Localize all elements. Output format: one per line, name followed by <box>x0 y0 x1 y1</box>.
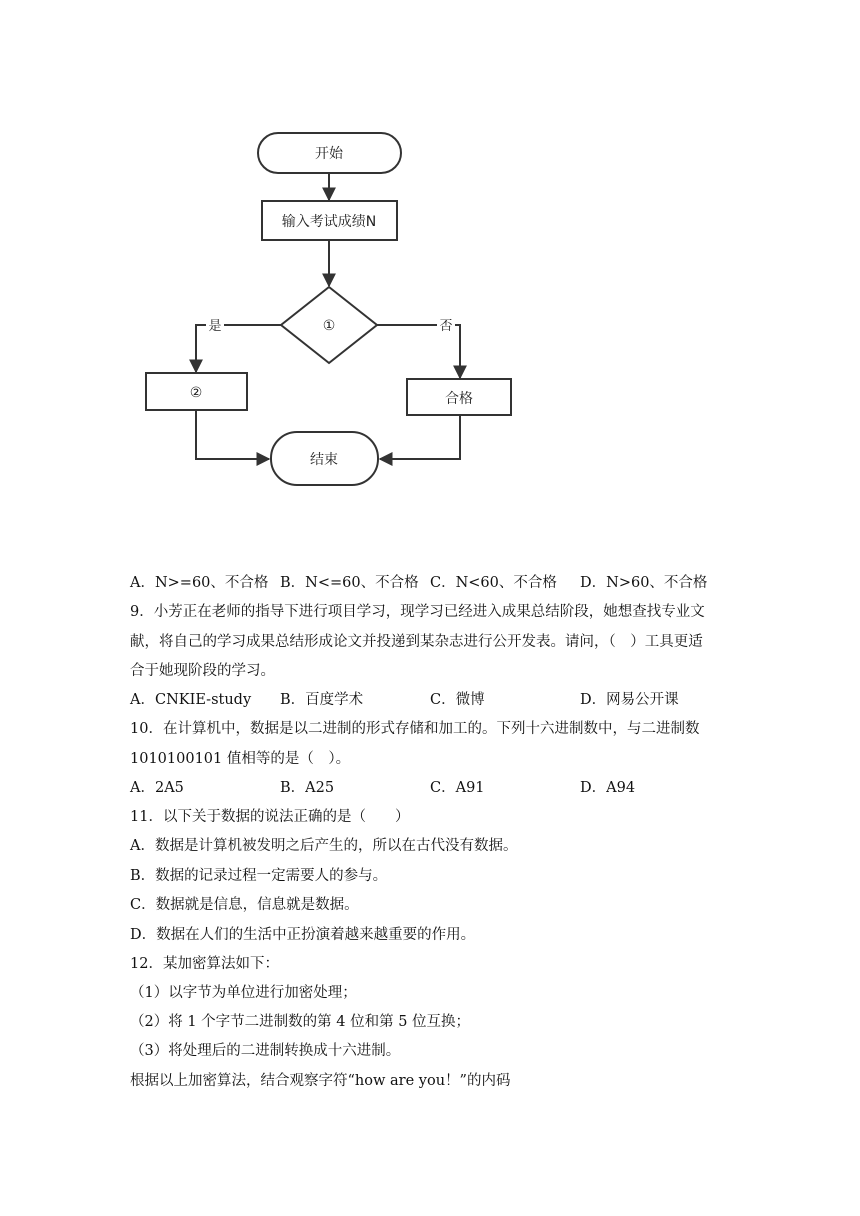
q9-stem-line-3: 合于她现阶段的学习。 <box>130 663 275 679</box>
arrow-yes-to-end <box>196 410 269 459</box>
start-label: 开始 <box>315 146 343 162</box>
q10-option-d[interactable]: D．A94 <box>580 780 636 796</box>
q11-option-a[interactable]: A．数据是计算机被发明之后产生的，所以在古代没有数据。 <box>130 838 518 854</box>
q10-stem-line-1: 10．在计算机中，数据是以二进制的形式存储和加工的。下列十六进制数中，与二进制数 <box>130 721 700 737</box>
q10-option-b[interactable]: B．A25 <box>280 780 335 796</box>
q9-stem-line-1: 9．小芳正在老师的指导下进行项目学习，现学习已经进入成果总结阶段，她想查找专业文 <box>130 604 705 620</box>
q12-stem: 12．某加密算法如下： <box>130 956 279 972</box>
q8-option-b[interactable]: B．N<=60、不合格 <box>280 575 419 591</box>
q8-option-d[interactable]: D．N>60、不合格 <box>580 575 708 591</box>
input-label: 输入考试成绩N <box>281 214 377 230</box>
no-box-label: 合格 <box>445 391 473 407</box>
q10-option-c[interactable]: C．A91 <box>430 780 485 796</box>
yes-box-label: ② <box>189 385 203 401</box>
q12-step-3: （3）将处理后的二进制转换成十六进制。 <box>130 1043 401 1059</box>
q8-option-c[interactable]: C．N<60、不合格 <box>430 575 557 591</box>
q9-option-d[interactable]: D．网易公开课 <box>580 692 679 708</box>
q11-option-d[interactable]: D．数据在人们的生活中正扮演着越来越重要的作用。 <box>130 927 476 943</box>
q9-option-c[interactable]: C．微博 <box>430 692 485 708</box>
q9-option-b[interactable]: B．百度学术 <box>280 692 364 708</box>
q12-step-2: （2）将 1 个字节二进制数的第 4 位和第 5 位互换； <box>130 1014 471 1030</box>
flowchart-diagram <box>0 0 860 520</box>
decision-label: ① <box>322 318 336 334</box>
arrow-no-to-end <box>380 415 460 459</box>
q10-option-a[interactable]: A．2A5 <box>130 780 184 796</box>
q12-step-1: （1）以字节为单位进行加密处理； <box>130 985 357 1001</box>
q11-option-c[interactable]: C．数据就是信息，信息就是数据。 <box>130 897 359 913</box>
q8-option-a[interactable]: A．N>=60、不合格 <box>130 575 269 591</box>
q11-option-b[interactable]: B．数据的记录过程一定需要人的参与。 <box>130 868 388 884</box>
q12-prompt: 根据以上加密算法，结合观察字符“how are you！”的内码 <box>130 1073 511 1089</box>
q9-option-a[interactable]: A．CNKIE-study <box>130 692 252 708</box>
no-label: 否 <box>439 319 453 334</box>
yes-label: 是 <box>208 319 222 334</box>
q9-stem-line-2: 献，将自己的学习成果总结形成论文并投递到某杂志进行公开发表。请问，（ ）工具更适 <box>130 634 703 650</box>
q10-stem-line-2: 1010100101 值相等的是（ ）。 <box>130 751 351 767</box>
end-label: 结束 <box>310 452 338 468</box>
q11-stem: 11．以下关于数据的说法正确的是（ ） <box>130 809 410 825</box>
